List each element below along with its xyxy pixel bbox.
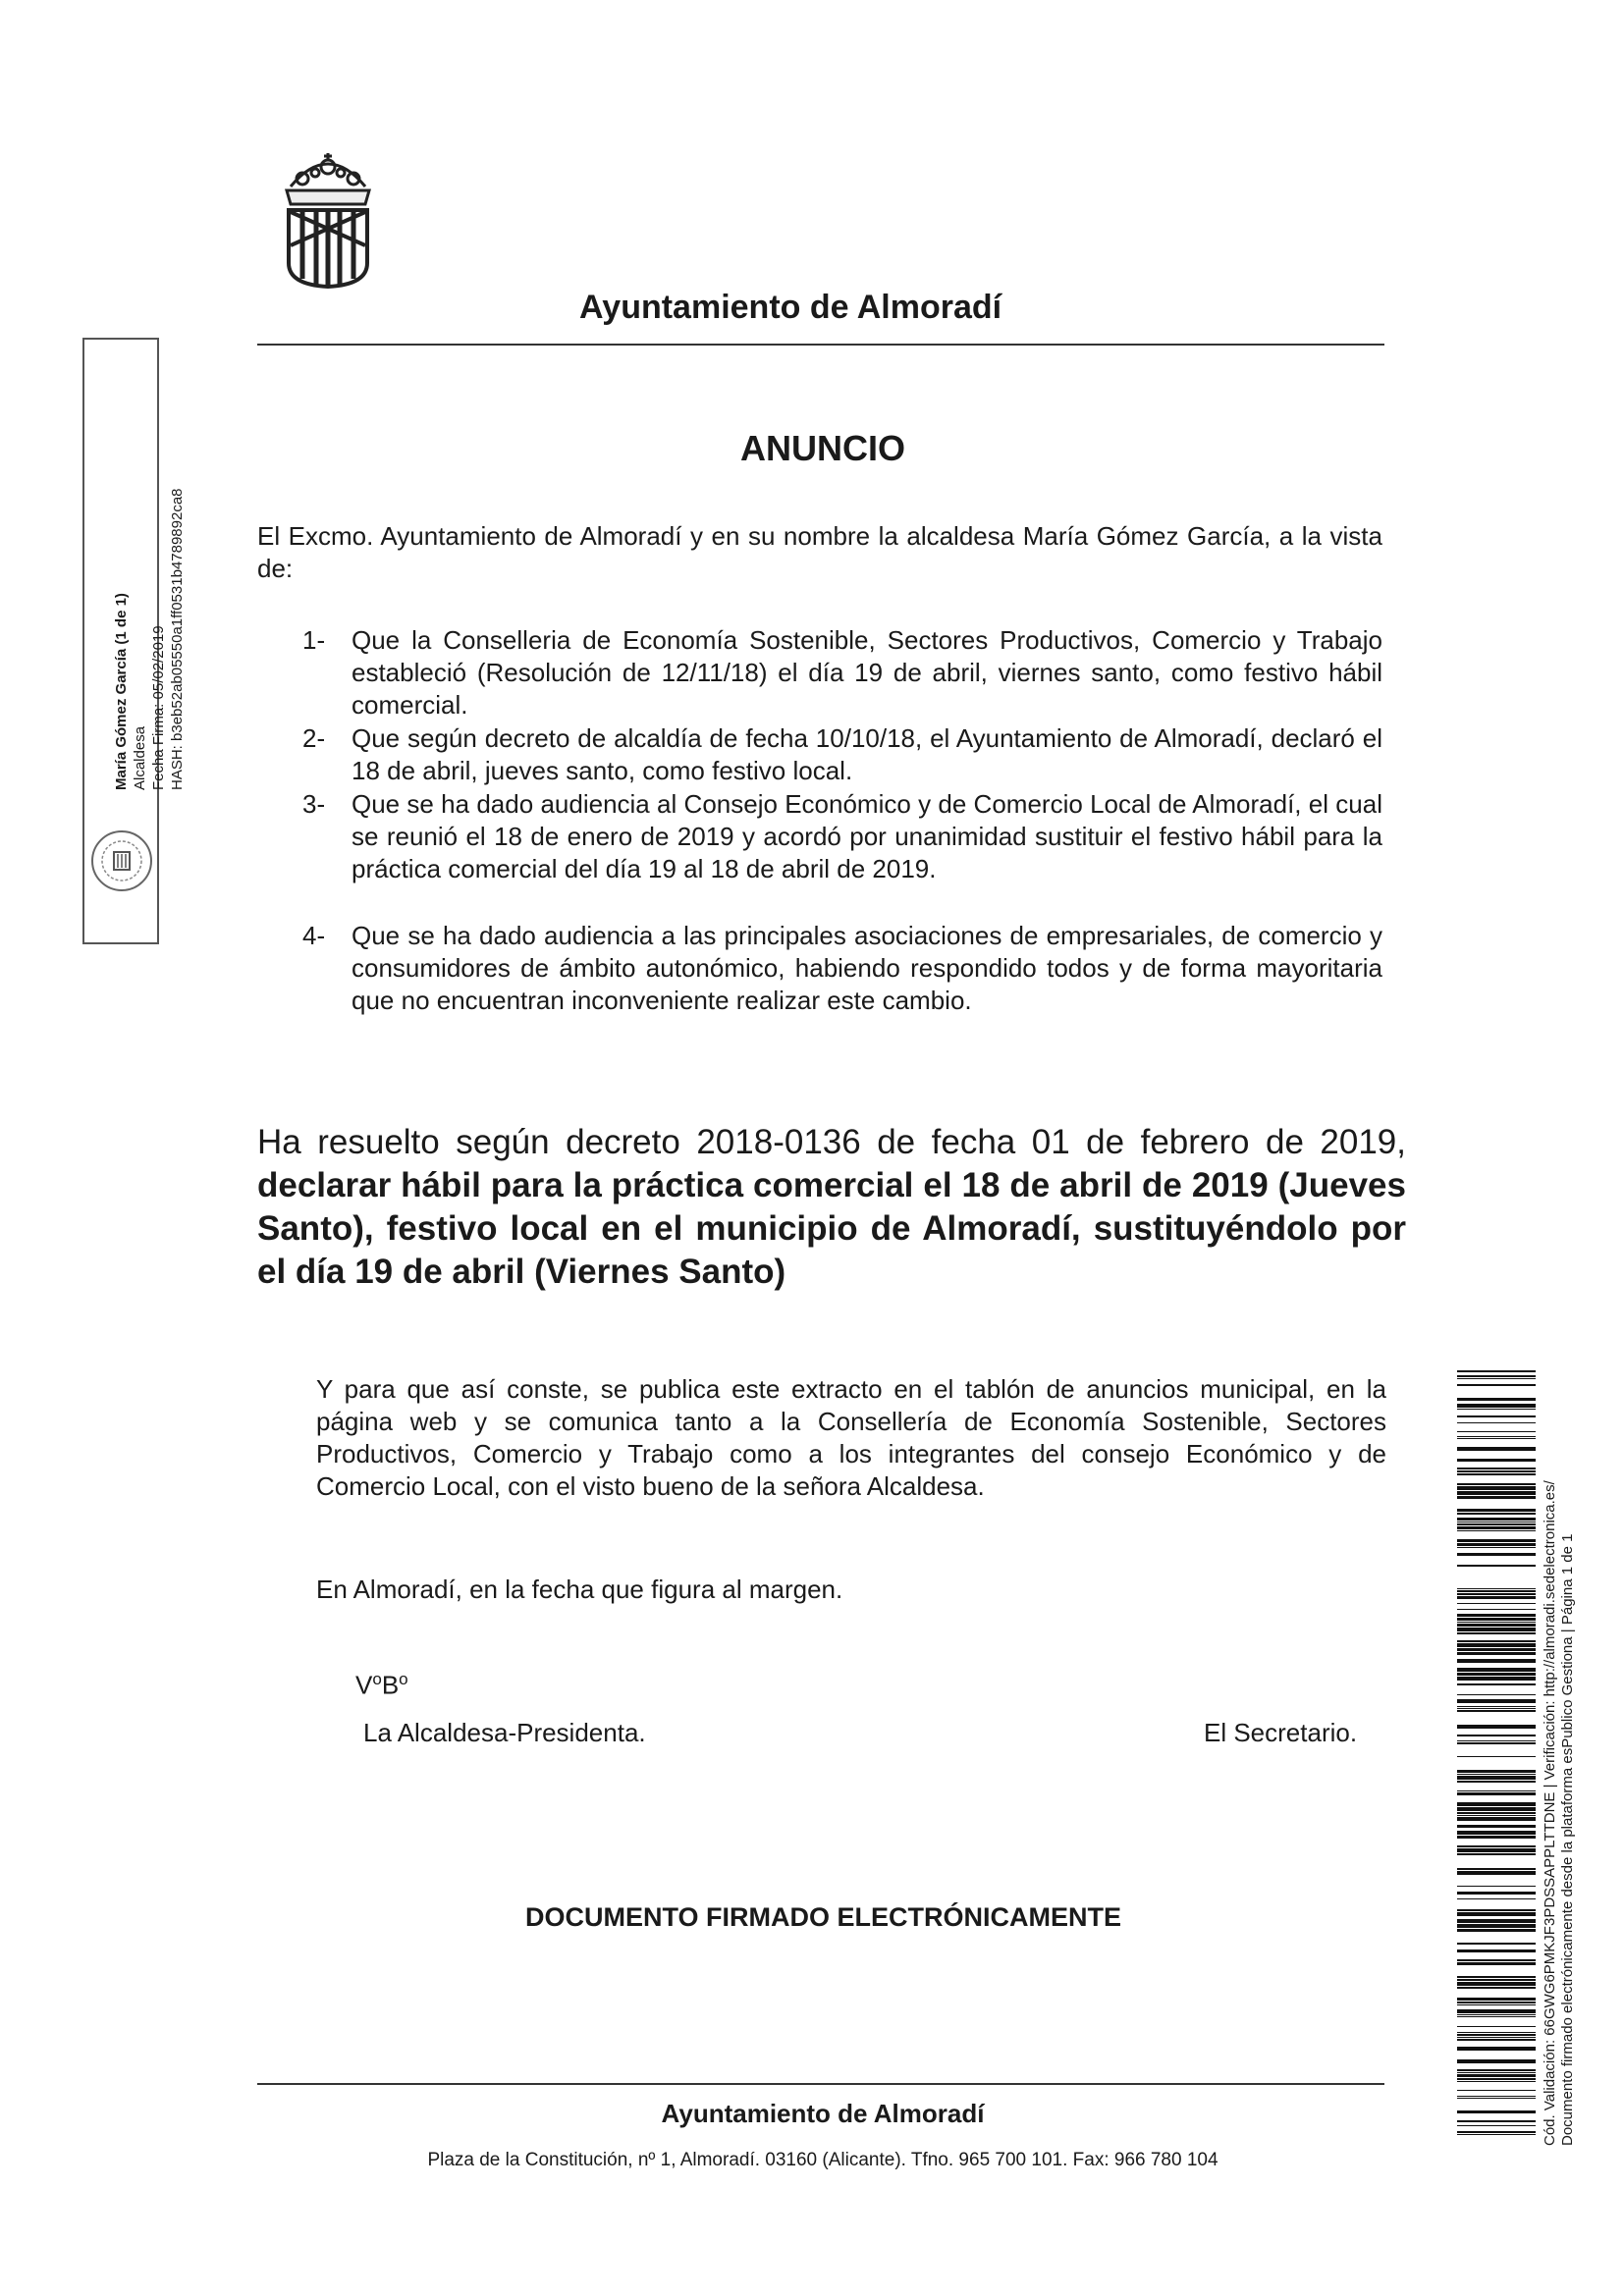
signer-role: Alcaldesa [132, 725, 148, 790]
electronic-signature-notice: DOCUMENTO FIRMADO ELECTRÓNICAMENTE [525, 1902, 1121, 1932]
list-item: Que se ha dado audiencia al Consejo Económico y de Comercio Local de Almoradí, el cual se reunió el 18 de enero de 2019 y acordó por unanimidad sustituir el festivo hábil para la práctica comercial del día 19 al 18 de abril de 2019. [352, 789, 1382, 883]
municipal-seal-icon [89, 828, 154, 893]
place-date: En Almoradí, en la fecha que figura al margen. [316, 1575, 843, 1604]
secretary-signature-label: El Secretario. [1204, 1718, 1358, 1747]
resolution-plain-text: Ha resuelto según decreto 2018-0136 de fecha 01 de febrero de 2019, [257, 1123, 1406, 1161]
verification-info [1542, 1419, 1577, 2146]
vobo-o2: o [399, 1670, 408, 1688]
signer-name: María Gómez García (1 de 1) [113, 593, 130, 790]
header-divider [257, 344, 1384, 346]
list-item-number: 2- [302, 723, 326, 753]
signature-date: Fecha Firma: 05/02/2019 [150, 625, 167, 790]
resolution-bold-text: declarar hábil para la práctica comercial el 18 de abril de 2019 (Jueves Santo), festivo local en el municipio de Almoradí, sustituyéndolo por el día 19 de abril (Viernes Santo) [257, 1166, 1406, 1291]
vobo-b: B [381, 1670, 400, 1700]
barcode-icon [1457, 1370, 1536, 2136]
municipal-crest-logo [277, 147, 379, 289]
resolution-paragraph [257, 1121, 1406, 1294]
intro-paragraph: El Excmo. Ayuntamiento de Almoradí y en su nombre la alcaldesa María Gómez García, a la vista de: [257, 521, 1382, 583]
footer-address: Plaza de la Constitución, nº 1, Almoradí. 03160 (Alicante). Tfno. 965 700 101. Fax: 966 780 104 [427, 2150, 1218, 2170]
list-item: Que la Conselleria de Economía Sostenible, Sectores Productivos, Comercio y Trabajo estableció (Resolución de 12/11/18) el día 19 de abril, viernes santo, como festivo hábil comercial. [352, 625, 1382, 720]
verification-platform: Documento firmado electrónicamente desde la plataforma esPublico Gestiona | Página 1 de 1 [1559, 1533, 1576, 2146]
list-item-number: 4- [302, 921, 326, 950]
list-item-number: 3- [302, 789, 326, 819]
closing-paragraph: Y para que así conste, se publica este extracto en el tablón de anuncios municipal, en la página web y se comunica tanto a la Consellería de Economía Sostenible, Sectores Productivos, Comercio y Trabajo como a los integrantes del consejo Económico y de Comercio Local, con el visto bueno de la señora Alcaldesa. [316, 1374, 1386, 1501]
list-item: Que se ha dado audiencia a las principales asociaciones de empresariales, de comercio y consumidores de ámbito autonómico, habiendo respondido todos y de forma mayoritaria que no encuentran inconveniente realizar este cambio. [352, 921, 1382, 1015]
list-item-number: 1- [302, 625, 326, 655]
footer-divider [257, 2083, 1384, 2085]
list-item: Que según decreto de alcaldía de fecha 10/10/18, el Ayuntamiento de Almoradí, declaró el 18 de abril, jueves santo, como festivo local. [352, 723, 1382, 785]
signature-hash: HASH: b3eb52ab05550a1ff0531b4789892ca8 [169, 488, 186, 790]
header-title: Ayuntamiento de Almoradí [579, 289, 1002, 326]
footer-name: Ayuntamiento de Almoradí [661, 2099, 985, 2128]
vobo-o1: o [372, 1670, 382, 1688]
verification-code: Cód. Validación: 66GWG6PMKJF3PDSSAPPLTTDNE | Verificación: http://almoradi.sedelectronica.es/ [1542, 1480, 1558, 2146]
signature-info [112, 456, 187, 790]
mayor-signature-label: La Alcaldesa-Presidenta. [363, 1718, 646, 1747]
vobo-label [355, 1670, 408, 1701]
vobo-v: V [355, 1670, 373, 1700]
document-title: ANUNCIO [740, 428, 905, 468]
